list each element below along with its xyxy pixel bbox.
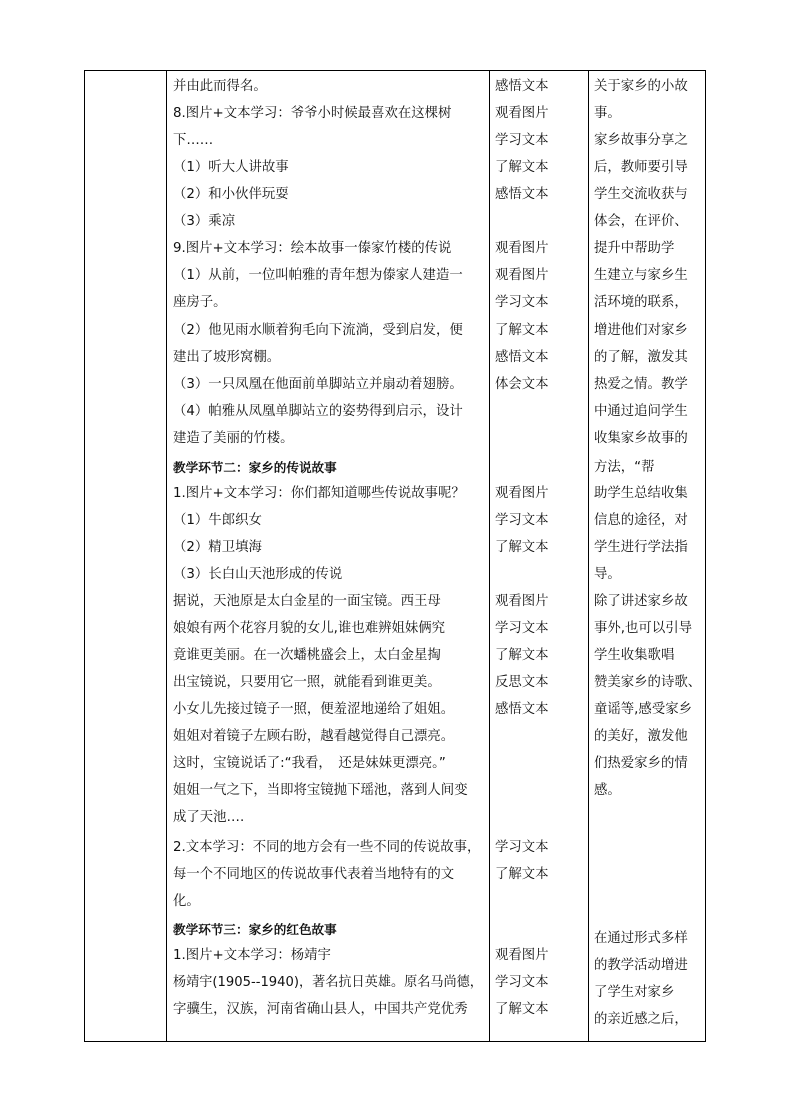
activity-line: 了解文本 [495,648,549,663]
content-line: （1）牛郎织女 [173,513,262,528]
content-line: （3）一只凤凰在他面前单脚站立并扇动着翅膀。 [173,377,463,392]
activity-line: 反思文本 [495,675,549,690]
content-line: 并由此而得名。 [173,79,267,94]
intent-line: 学生收集歌唱 [594,648,675,663]
intent-line: 赞美家乡的诗歌、 [594,675,702,690]
content-line: 建造了美丽的竹楼。 [173,431,294,446]
intent-line: 提升中帮助学 [594,241,675,256]
content-line: （3）长白山天池形成的传说 [173,567,343,582]
content-line: 据说，天池原是太白金星的一面宝镜。西王母 [173,594,441,609]
intent-line: 生建立与家乡生 [594,268,688,283]
content-line: 2.文本学习：不同的地方会有一些不同的传说故事， [173,840,481,855]
activity-line: 学习文本 [495,975,549,990]
intent-line: 关于家乡的小故 [594,79,688,94]
intent-line: 们热爱家乡的情 [594,756,688,771]
column-divider [588,71,589,1041]
content-line: 姐姐一气之下，当即将宝镜抛下瑶池，落到人间变 [173,783,468,798]
intent-line: 活环境的联系， [594,295,688,310]
activity-line: 学习文本 [495,840,549,855]
intent-line: 助学生总结收集 [594,486,688,501]
content-line: （2）和小伙伴玩耍 [173,187,289,202]
content-line: 1.图片+文本学习：你们都知道哪些传说故事呢？ [173,486,465,501]
activity-line: 了解文本 [495,160,549,175]
content-line: 下…… [173,133,214,148]
intent-line: 童谣等,感受家乡 [594,702,692,717]
lesson-plan-table [84,70,706,1042]
section-heading: 教学环节二：家乡的传说故事 [173,460,337,475]
intent-line: 事外,也可以引导 [594,621,692,636]
intent-line: 后，教师要引导 [594,160,688,175]
content-line: 座房子。 [173,295,227,310]
activity-line: 学习文本 [495,621,549,636]
intent-line: 导。 [594,567,621,582]
activity-line: 感悟文本 [495,702,549,717]
content-line: （2）精卫填海 [173,540,262,555]
intent-line: 的了解，激发其 [594,350,688,365]
activity-line: 了解文本 [495,1002,549,1017]
content-line: 字骥生，汉族，河南省确山县人，中国共产党优秀 [173,1002,468,1017]
intent-line: 学生进行学法指 [594,540,688,555]
content-line: 出宝镜说，只要用它一照，就能看到谁更美。 [173,675,441,690]
content-line: 建出了坡形窝棚。 [173,350,281,365]
intent-line: 信息的途径，对 [594,513,688,528]
content-line: 化。 [173,894,200,909]
intent-line: 事。 [594,106,621,121]
content-line: 1.图片+文本学习：杨靖宇 [173,948,331,963]
activity-line: 感悟文本 [495,350,549,365]
content-line: （4）帕雅从凤凰单脚站立的姿势得到启示，设计 [173,404,463,419]
column-divider [166,71,167,1041]
activity-line: 观看图片 [495,106,549,121]
content-line: 姐姐对着镜子左顾右盼，越看越觉得自己漂亮。 [173,729,455,744]
intent-line: 中通过追问学生 [594,404,688,419]
activity-line: 观看图片 [495,948,549,963]
content-line: （2）他见雨水顺着狗毛向下流淌，受到启发，便 [173,323,463,338]
column-divider [489,71,490,1041]
content-line: （1）从前，一位叫帕雅的青年想为傣家人建造一 [173,268,463,283]
intent-line: 了学生对家乡 [594,985,675,1000]
intent-line: 除了讲述家乡故 [594,594,688,609]
intent-line: 方法，“帮 [594,460,655,475]
activity-line: 学习文本 [495,133,549,148]
content-line: （3）乘凉 [173,214,236,229]
content-line: 娘娘有两个花容月貌的女儿,谁也难辨姐妹俩究 [173,621,446,636]
activity-line: 学习文本 [495,513,549,528]
content-line: 竟谁更美丽。在一次蟠桃盛会上，太白金星掏 [173,648,441,663]
content-line: 8.图片+文本学习：爷爷小时候最喜欢在这棵树 [173,106,452,121]
intent-line: 热爱之情。教学 [594,377,688,392]
activity-line: 观看图片 [495,594,549,609]
activity-line: 学习文本 [495,295,549,310]
activity-line: 了解文本 [495,540,549,555]
intent-line: 在通过形式多样 [594,931,688,946]
intent-line: 的教学活动增进 [594,958,688,973]
intent-line: 收集家乡故事的 [594,431,688,446]
content-line: （1）听大人讲故事 [173,160,289,175]
content-line: 成了天池…. [173,810,245,825]
activity-line: 感悟文本 [495,79,549,94]
activity-line: 观看图片 [495,486,549,501]
intent-line: 的亲近感之后， [594,1012,688,1027]
intent-line: 学生交流收获与 [594,187,688,202]
activity-line: 观看图片 [495,268,549,283]
content-line: 小女儿先接过镜子一照，便羞涩地递给了姐姐。 [173,702,455,717]
content-line: 9.图片+文本学习：绘本故事一傣家竹楼的传说 [173,241,452,256]
activity-line: 了解文本 [495,323,549,338]
activity-line: 感悟文本 [495,187,549,202]
content-line: 这时，宝镜说话了:“我看， 还是妹妹更漂亮。” [173,756,446,771]
activity-line: 观看图片 [495,241,549,256]
intent-line: 的美好，激发他 [594,729,688,744]
intent-line: 体会，在评价、 [594,214,688,229]
activity-line: 了解文本 [495,867,549,882]
activity-line: 体会文本 [495,377,549,392]
content-line: 每一个不同地区的传说故事代表着当地特有的文 [173,867,455,882]
section-heading: 教学环节三：家乡的红色故事 [173,922,337,937]
intent-line: 感。 [594,783,621,798]
content-line: 杨靖宇(1905--1940)，著名抗日英雄。原名马尚德， [173,975,483,990]
intent-line: 家乡故事分享之 [594,133,688,148]
intent-line: 增进他们对家乡 [594,323,688,338]
